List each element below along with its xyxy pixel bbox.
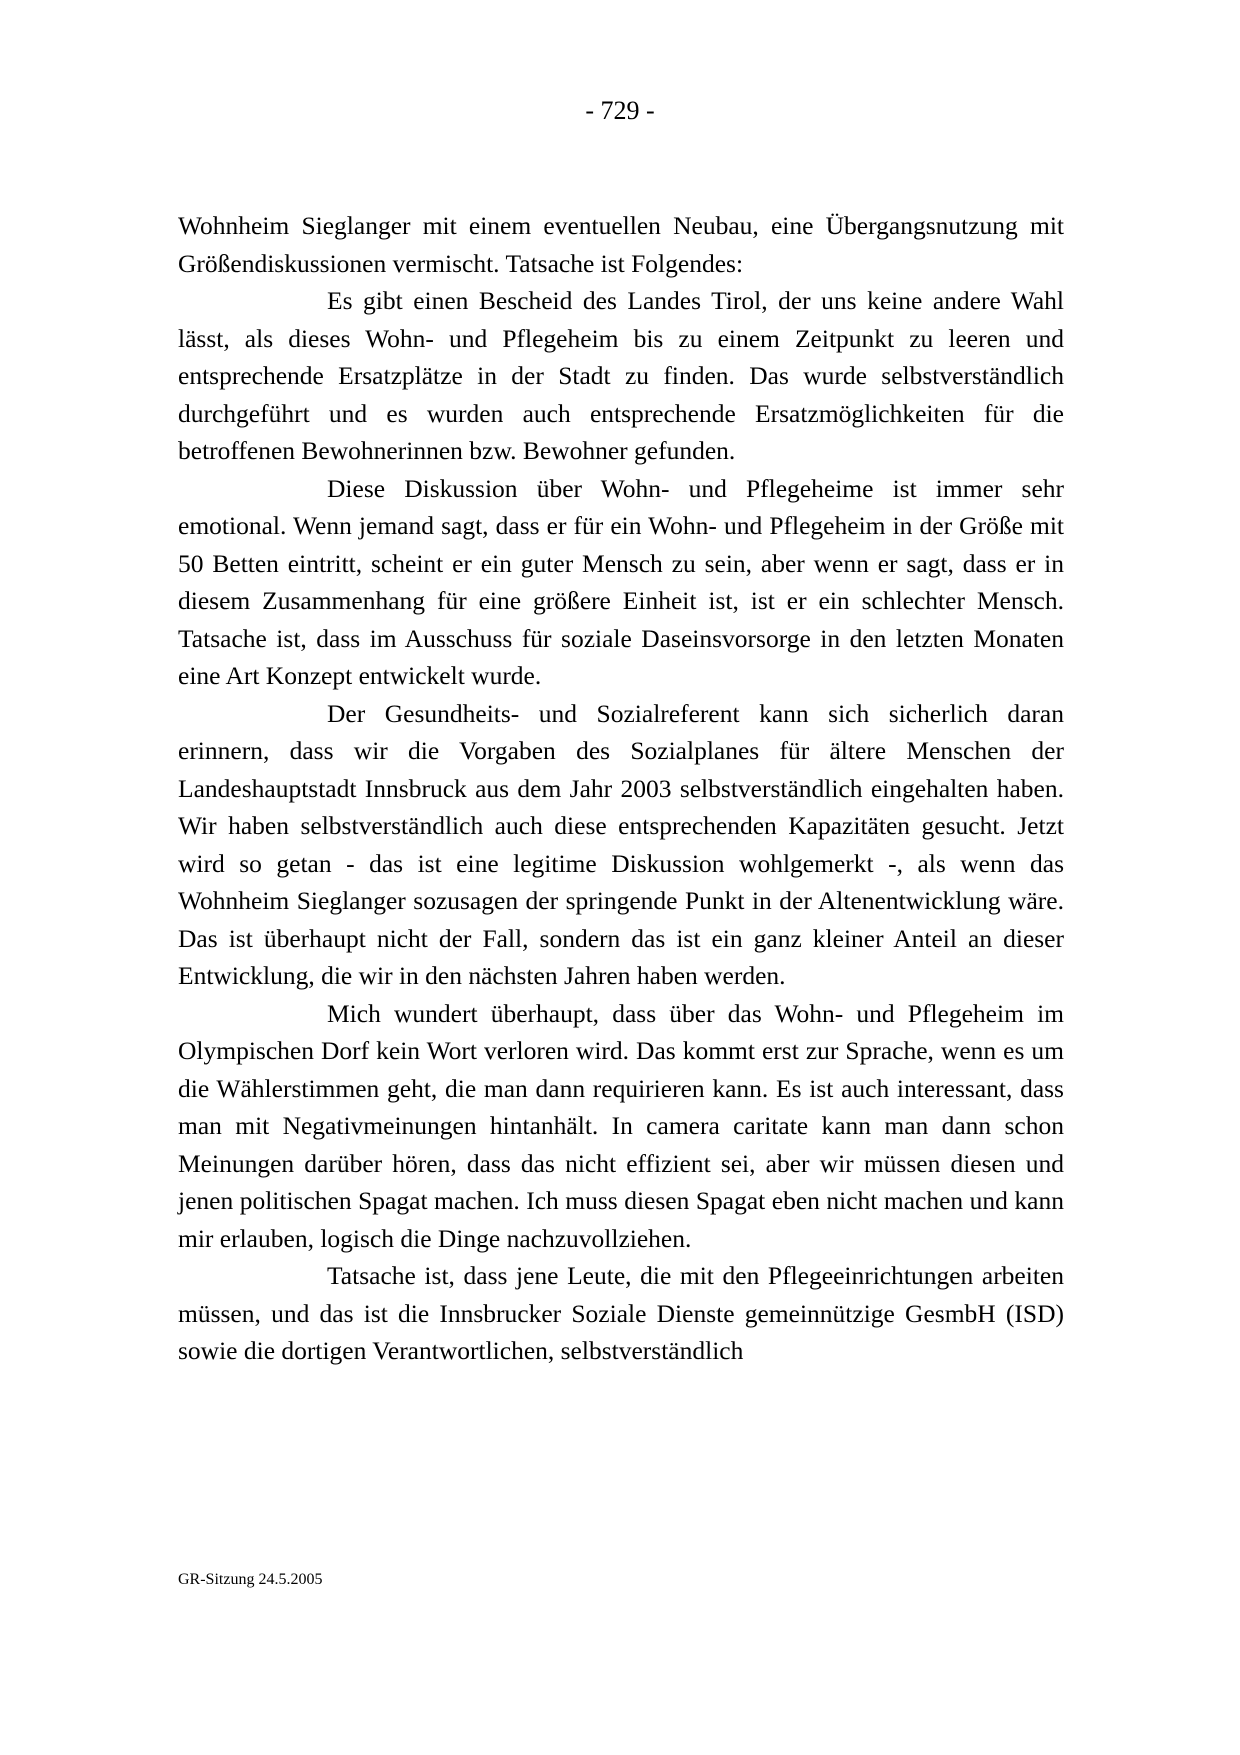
- footer-session-label: GR-Sitzung 24.5.2005: [178, 1571, 323, 1588]
- paragraph: Mich wundert überhaupt, dass über das Wohn- und Pflegeheim im Olympischen Dorf kein Wort verloren wird. Das kommt erst zur Sprache, wenn es um die Wählerstimmen geht, die man dann requirieren kann. Es ist auch interessant, dass man mit Negativmeinungen hintanhält. In camera caritate kann man dann schon Meinungen darüber hören, dass das nicht effizient sei, aber wir müssen diesen und jenen politischen Spagat machen. Ich muss diesen Spagat eben nicht machen und kann mir erlauben, logisch die Dinge nachzuvollziehen.: [178, 998, 1064, 1253]
- paragraph: Diese Diskussion über Wohn- und Pflegeheime ist immer sehr emotional. Wenn jemand sagt, dass er für ein Wohn- und Pflegeheim in der Größe mit 50 Betten eintritt, scheint er ein guter Mensch zu sein, aber wenn er sagt, dass er in diesem Zusammenhang für eine größere Einheit ist, ist er ein schlechter Mensch. Tatsache ist, dass im Ausschuss für soziale Daseinsvorsorge in den letzten Monaten eine Art Konzept entwickelt wurde.: [178, 473, 1064, 690]
- document-body: [178, 207, 1064, 1370]
- paragraph: Der Gesundheits- und Sozialreferent kann sich sicherlich daran erinnern, dass wir die Vorgaben des Sozialplanes für ältere Menschen der Landeshauptstadt Innsbruck aus dem Jahr 2003 selbstverständlich eingehalten haben. Wir haben selbstverständlich auch diese entsprechenden Kapazitäten gesucht. Jetzt wird so getan - das ist eine legitime Diskussion wohlgemerkt -, als wenn das Wohnheim Sieglanger sozusagen der springende Punkt in der Altenentwicklung wäre. Das ist überhaupt nicht der Fall, sondern das ist ein ganz kleiner Anteil an dieser Entwicklung, die wir in den nächsten Jahren haben werden.: [178, 698, 1064, 990]
- paragraph: Es gibt einen Bescheid des Landes Tirol, der uns keine andere Wahl lässt, als dieses Wohn- und Pflegeheim bis zu einem Zeitpunkt zu leeren und entsprechende Ersatzplätze in der Stadt zu finden. Das wurde selbstverständlich durchgeführt und es wurden auch entsprechende Ersatzmöglichkeiten für die betroffenen Bewohnerinnen bzw. Bewohner gefunden.: [178, 286, 1064, 465]
- paragraph: Tatsache ist, dass jene Leute, die mit den Pflegeeinrichtungen arbeiten müssen, und das ist die Innsbrucker Soziale Dienste gemeinnützige GesmbH (ISD) sowie die dortigen Verantwortlichen, selbstverständlich: [178, 1261, 1064, 1365]
- page-number: - 729 -: [585, 96, 655, 125]
- paragraph-continuation: Wohnheim Sieglanger mit einem eventuellen Neubau, eine Übergangsnutzung mit Größendiskussionen vermischt. Tatsache ist Folgendes:: [178, 211, 1064, 278]
